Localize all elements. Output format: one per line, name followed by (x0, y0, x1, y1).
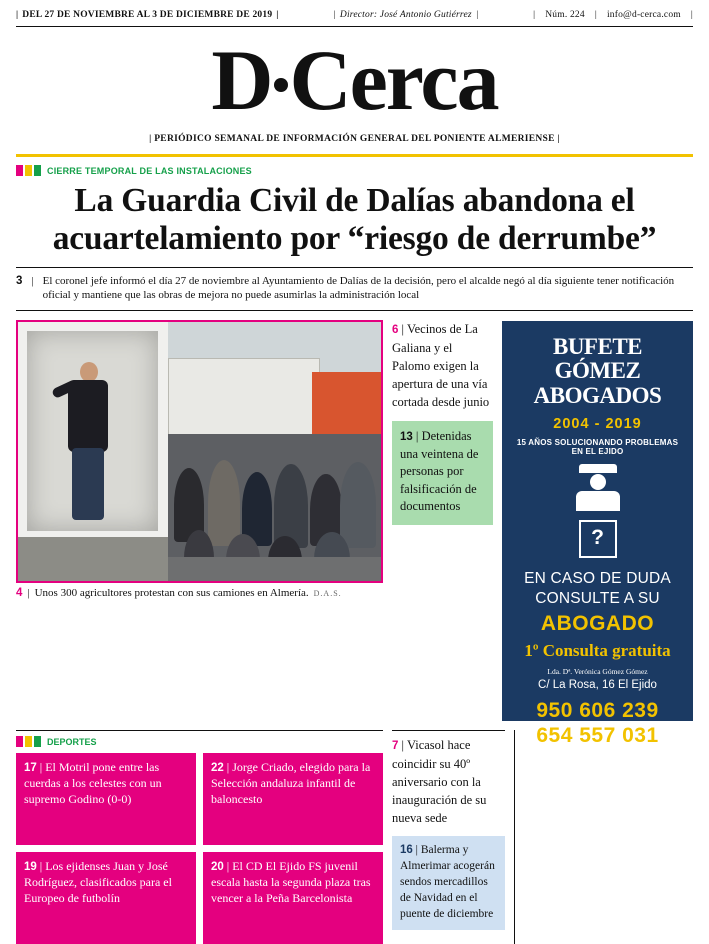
sports-section (16, 730, 383, 944)
brief-text: Detenidas una veintena de personas por falsificación de documentos (400, 429, 479, 514)
kicker-label: CIERRE TEMPORAL DE LAS INSTALACIONES (47, 165, 252, 176)
divider-bar: | (27, 587, 30, 600)
photo-caption-text: Unos 300 agricultores protestan con sus camiones en Almería. (34, 587, 309, 600)
headline-line-1: La Guardia Civil de Dalías abandona el (74, 182, 635, 220)
ad-title (510, 335, 685, 407)
ad-line-3: ABOGADO (540, 611, 655, 635)
masthead (16, 27, 693, 150)
ad-years: 2004 - 2019 (553, 415, 642, 432)
sports-item-page: 17 (24, 762, 37, 775)
photo-credit: D.A.S. (313, 588, 342, 598)
lead-summary-page: 3 (16, 275, 23, 288)
divider-bar: | (149, 134, 152, 145)
divider-bar: | (557, 134, 560, 145)
sports-item[interactable] (16, 852, 196, 944)
section-flag-icon (16, 736, 41, 747)
lawyer-figure-icon (570, 464, 626, 511)
logo-left-letter: D (211, 32, 272, 128)
brief-page-number: 7 (392, 740, 399, 753)
ad-title-line-2: ABOGADOS (533, 382, 662, 408)
divider-bar: | (16, 10, 19, 20)
divider-bar: | (276, 10, 279, 20)
brief-page-number: 16 (400, 844, 413, 857)
sports-section-header (16, 730, 383, 747)
ad-subtitle: 15 AÑOS SOLUCIONANDO PROBLEMAS EN EL EJIDO (516, 437, 679, 456)
question-mark-icon: ? (579, 520, 617, 558)
yellow-rule (16, 154, 693, 157)
divider-bar: | (690, 10, 693, 20)
ad-line-2: CONSULTE A SU (535, 589, 660, 607)
ad-phone-1[interactable]: 950 606 239 (536, 698, 659, 722)
divider-bar: | (401, 322, 405, 337)
ad-line-1: EN CASO DE DUDA (524, 569, 671, 587)
photo-caption (16, 587, 383, 599)
sports-item-page: 19 (24, 861, 37, 874)
ad-title-line-1: BUFETE GÓMEZ (552, 334, 643, 384)
brief-text: Balerma y Almerimar acogerán sendos mercadillos de Navidad en el puente de diciembre (400, 844, 495, 920)
newspaper-logo (16, 32, 693, 128)
ad-address: C/ La Rosa, 16 El Ejido (538, 678, 657, 691)
divider-bar: | (31, 275, 34, 288)
logo-right-word: Cerca (289, 32, 498, 128)
photo-caption-page: 4 (16, 587, 23, 600)
ad-lawyer-name: Lda. Dª. Verónica Gómez Gómez (547, 666, 648, 676)
brief-page-number: 6 (392, 324, 399, 337)
divider-bar: | (333, 10, 336, 20)
sports-item-text: El CD El Ejido FS juvenil escala hasta la segunda plaza tras vencer a la Peña Barcelonista (211, 859, 371, 906)
lead-summary-text: El coronel jefe informó el día 27 de noviembre al Ayuntamiento de Dalías de la decisión, pero el alcalde negó al día siguiente tener notificación oficial y mantiene que las obras de mejora no puede asumirlas la administración local (42, 275, 675, 302)
brief-item-highlight[interactable] (392, 421, 493, 525)
ad-line-4: 1º Consulta gratuita (524, 640, 671, 660)
sports-section-label: DEPORTES (47, 736, 97, 747)
logo-dot-icon (274, 78, 288, 92)
bottom-grid (16, 730, 693, 944)
brief-page-number: 13 (400, 431, 413, 444)
top-info-bar (16, 0, 693, 27)
divider-bar: | (401, 738, 405, 753)
brief-text: Vecinos de La Galiana y el Palomo exigen la apertura de una vía cortada desde junio (392, 322, 490, 410)
divider-bar: | (226, 859, 230, 874)
kicker (16, 165, 693, 176)
headline-line-2: acuartelamiento por “riesgo de derrumbe” (52, 219, 657, 257)
brief-item[interactable] (392, 320, 493, 411)
divider-bar: | (39, 760, 43, 775)
photo-column (16, 320, 383, 721)
sports-item-text: El Motril pone entre las cuerdas a los celestes con un supremo Godino (0-0) (24, 760, 162, 807)
ad-bufete-gomez[interactable] (502, 321, 693, 747)
section-flag-icon (16, 165, 41, 176)
lead-summary (16, 268, 693, 311)
brief-text: Vicasol hace coincidir su 40º aniversario con la inauguración de su nueva sede (392, 738, 487, 826)
sports-item-text: Jorge Criado, elegido para la Selección andaluza infantil de baloncesto (211, 760, 371, 807)
sports-item-text: Los ejidenses Juan y José Rodríguez, clasificados para el Europeo de futbolín (24, 859, 172, 906)
secondary-briefs-column (392, 730, 505, 944)
tagline-text: PERIÓDICO SEMANAL DE INFORMACIÓN GENERAL DEL PONIENTE ALMERIENSE (154, 134, 555, 145)
issue-contact (533, 10, 693, 20)
sports-item[interactable] (203, 852, 383, 944)
sports-items-grid (16, 753, 383, 944)
lead-photo (16, 320, 383, 583)
brief-item[interactable] (392, 736, 505, 827)
sports-item-page: 20 (211, 861, 224, 874)
ad-phone-2[interactable]: 654 557 031 (536, 723, 659, 747)
issue-number: Núm. 224 (545, 10, 585, 20)
divider-bar: | (475, 10, 479, 20)
issue-dates (16, 10, 279, 20)
divider-bar: | (533, 10, 536, 20)
contact-email[interactable]: info@d-cerca.com (606, 10, 681, 20)
divider-bar: | (594, 10, 597, 20)
issue-dates-text: DEL 27 DE NOVIEMBRE AL 3 DE DICIEMBRE DE 2019 (22, 10, 273, 20)
sports-item-page: 22 (211, 762, 224, 775)
divider-bar: | (39, 859, 43, 874)
brief-item-highlight[interactable] (392, 836, 505, 929)
sports-item[interactable] (16, 753, 196, 845)
column-divider (514, 730, 515, 944)
advertisement-column (502, 320, 693, 747)
masthead-tagline (16, 134, 693, 150)
page-title (16, 182, 693, 257)
divider-bar: | (415, 429, 419, 444)
briefs-column (392, 320, 493, 721)
director-text: Director: José Antonio Gutiérrez (339, 10, 472, 20)
sports-item[interactable] (203, 753, 383, 845)
divider-bar: | (415, 844, 418, 857)
divider-bar: | (226, 760, 230, 775)
director-info (333, 10, 479, 20)
